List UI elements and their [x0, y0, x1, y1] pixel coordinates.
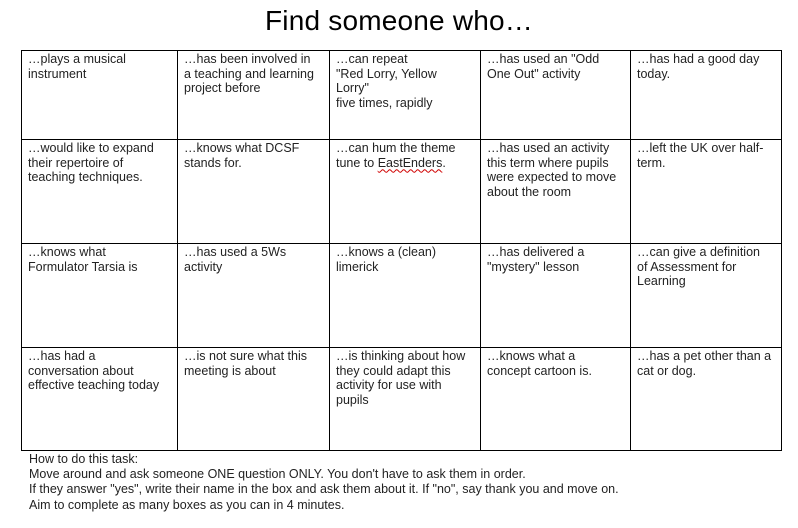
- grid-row: [22, 348, 782, 451]
- grid-cell-teaching-project[interactable]: …has been involved in a teaching and learning project before: [178, 51, 330, 140]
- page-title: Find someone who…: [265, 5, 533, 36]
- grid-cell-expand-repertoire[interactable]: …would like to expand their repertoire of teaching techniques.: [22, 140, 178, 244]
- grid-cell-red-lorry[interactable]: …can repeat "Red Lorry, Yellow Lorry" five times, rapidly: [330, 51, 481, 140]
- instructions: [29, 452, 619, 513]
- grid-cell-afl-definition[interactable]: …can give a definition of Assessment for Learning: [631, 244, 782, 348]
- grid-cell-concept-cartoon[interactable]: …knows what a concept cartoon is.: [481, 348, 631, 451]
- grid-row: [22, 140, 782, 244]
- grid-cell-mystery-lesson[interactable]: …has delivered a "mystery" lesson: [481, 244, 631, 348]
- instructions-heading: How to do this task:: [29, 452, 139, 466]
- grid-cell-conversation[interactable]: …has had a conversation about effective teaching today: [22, 348, 178, 451]
- grid-cell-left-uk[interactable]: …left the UK over half- term.: [631, 140, 782, 244]
- grid-row: [22, 244, 782, 348]
- grid-cell-musical-instrument[interactable]: …plays a musical instrument: [22, 51, 178, 140]
- grid-cell-formulator-tarsia[interactable]: …knows what Formulator Tarsia is: [22, 244, 178, 348]
- instructions-line: Move around and ask someone ONE question ONLY. You don't have to ask them in order.: [29, 467, 526, 482]
- bingo-grid: [21, 50, 782, 451]
- grid-cell-limerick[interactable]: …knows a (clean) limerick: [330, 244, 481, 348]
- grid-cell-pet[interactable]: …has a pet other than a cat or dog.: [631, 348, 782, 451]
- instructions-line: If they answer "yes", write their name in the box and ask them about it. If "no", say thank you and move on.: [29, 482, 619, 497]
- grid-cell-move-about[interactable]: …has used an activity this term where pupils were expected to move about the room: [481, 140, 631, 244]
- grid-row: [22, 51, 782, 140]
- spellcheck-underlined-word: EastEnders: [377, 155, 443, 170]
- grid-cell-5ws[interactable]: …has used a 5Ws activity: [178, 244, 330, 348]
- instructions-line: Aim to complete as many boxes as you can in 4 minutes.: [29, 497, 345, 512]
- grid-cell-eastenders[interactable]: …can hum the theme tune to EastEnders.: [330, 140, 481, 244]
- grid-cell-adapt-activity[interactable]: …is thinking about how they could adapt this activity for use with pupils: [330, 348, 481, 451]
- grid-cell-dcsf[interactable]: …knows what DCSF stands for.: [178, 140, 330, 244]
- grid-cell-odd-one-out[interactable]: …has used an "Odd One Out" activity: [481, 51, 631, 140]
- grid-cell-good-day[interactable]: …has had a good day today.: [631, 51, 782, 140]
- grid-cell-not-sure[interactable]: …is not sure what this meeting is about: [178, 348, 330, 451]
